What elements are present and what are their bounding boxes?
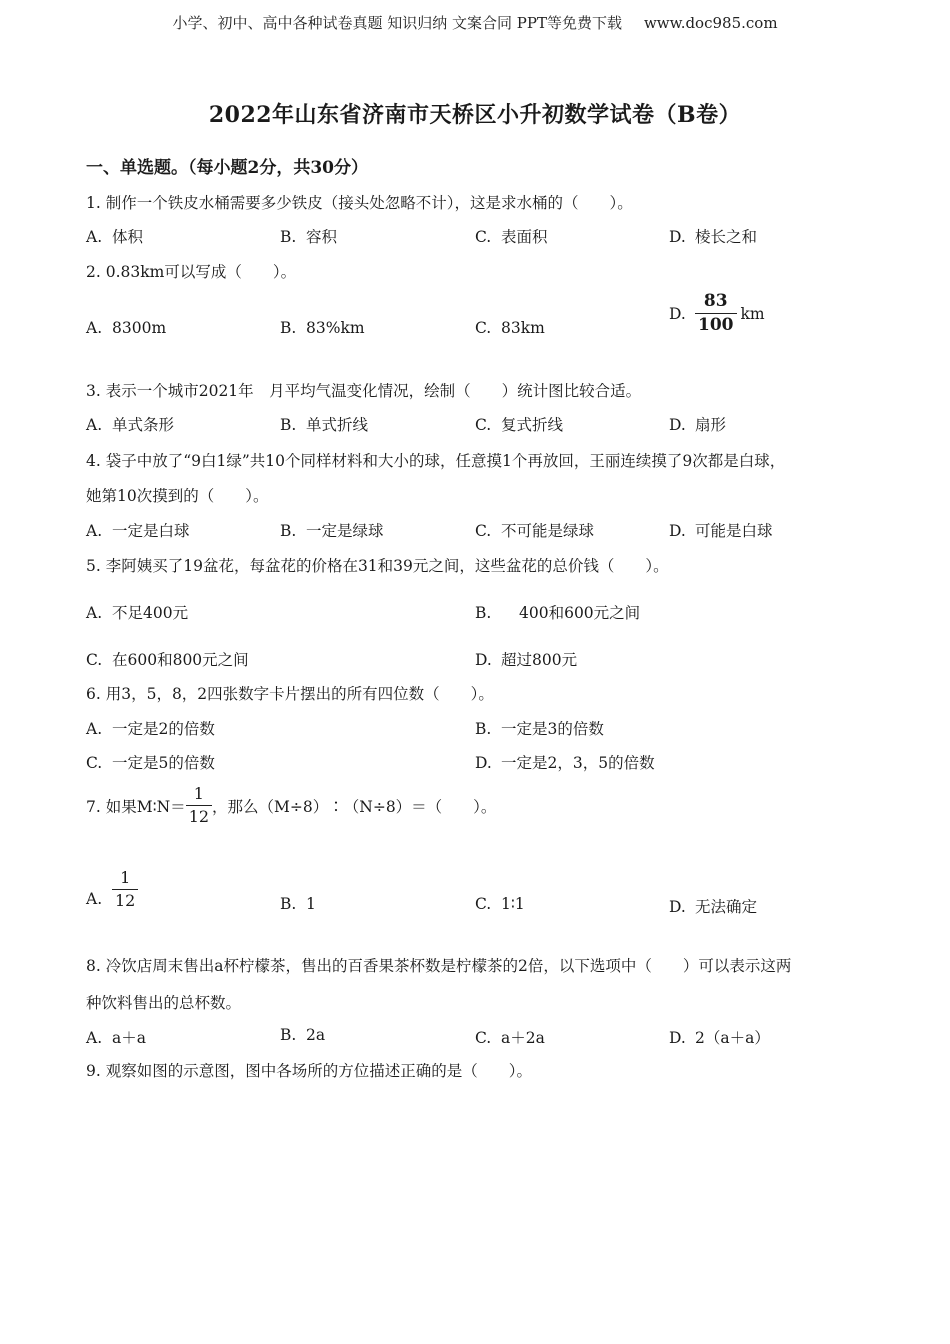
q8-option-a[interactable]: A. a＋a [86,1029,146,1047]
q4-option-a[interactable]: A. 一定是白球 [86,522,190,540]
question-3-text: 3. 表示一个城市2021年 月平均气温变化情况，绘制（ ）统计图比较合适。 [86,382,642,400]
question-5-text: 5. 李阿姨买了19盆花，每盆花的价格在31和39元之间，这些盆花的总价钱（ ）。 [86,557,669,575]
q2-option-d[interactable]: D. $\frac{83}{100}$ km [669,291,765,335]
question-4-text-cont: 她第10次摸到的（ ）。 [86,487,269,505]
q2-option-c[interactable]: C. 83km [475,319,545,337]
fraction-1-12: $\frac{1}{12}$ [186,786,212,825]
q4-option-b[interactable]: B. 一定是绿球 [280,522,384,540]
question-6-text: 6. 用3，5，8，2四张数字卡片摆出的所有四位数（ ）。 [86,685,494,703]
q7-option-a[interactable]: A. $\frac{1}{12}$ [86,870,138,909]
q8-option-d[interactable]: D. 2（a＋a） [669,1029,770,1047]
question-8-text: 8. 冷饮店周末售出a杯柠檬茶，售出的百香果茶杯数是柠檬茶的2倍，以下选项中（ ）可以表示这两 [86,957,792,975]
page-title: 2022年山东省济南市天桥区小升初数学试卷（B卷） [208,102,742,128]
q6-option-a[interactable]: A. 一定是2的倍数 [86,720,215,738]
q1-option-b[interactable]: B. 容积 [280,228,338,246]
q1-option-d[interactable]: D. 棱长之和 [669,228,758,246]
fraction-83-100: $\frac{83}{100}$ [695,293,737,334]
q2-option-a[interactable]: A. 8300m [86,319,167,337]
question-2-text: 2. 0.83km可以写成（ ）。 [86,263,297,281]
q1-option-a[interactable]: A. 体积 [86,228,144,246]
q5-option-d[interactable]: D. 超过800元 [475,651,578,669]
q3-option-c[interactable]: C. 复式折线 [475,416,564,434]
q5-option-c[interactable]: C. 在600和800元之间 [86,651,249,669]
header-left-text: 小学、初中、高中各种试卷真题 知识归纳 文案合同 PPT等免费下载 [172,14,622,32]
q8-option-b[interactable]: B. 2a [280,1026,326,1044]
q4-option-c[interactable]: C. 不可能是绿球 [475,522,595,540]
q4-option-d[interactable]: D. 可能是白球 [669,522,773,540]
q5-option-a[interactable]: A. 不足400元 [86,604,189,622]
question-4-text: 4. 袋子中放了“9白1绿”共10个同样材料和大小的球，任意摸1个再放回，王丽连续摸了9次都是白球， [86,452,786,470]
q7-option-b[interactable]: B. 1 [280,895,316,913]
q8-option-c[interactable]: C. a＋2a [475,1029,545,1047]
q2-option-b[interactable]: B. 83%km [280,319,365,337]
section-heading: 一、单选题。（每小题2分，共30分） [86,158,368,178]
q3-option-a[interactable]: A. 单式条形 [86,416,175,434]
question-1-text: 1. 制作一个铁皮水桶需要多少铁皮（接头处忽略不计），这是求水桶的（ ）。 [86,194,633,212]
question-9-text: 9. 观察如图的示意图，图中各场所的方位描述正确的是（ ）。 [86,1062,532,1080]
q6-option-d[interactable]: D. 一定是2，3，5的倍数 [475,754,655,772]
header-url[interactable]: www.doc985.com [643,14,778,32]
q6-option-b[interactable]: B. 一定是3的倍数 [475,720,604,738]
q7-option-c[interactable]: C. 1∶1 [475,895,525,913]
q6-option-c[interactable]: C. 一定是5的倍数 [86,754,215,772]
q1-option-c[interactable]: C. 表面积 [475,228,548,246]
q5-option-b[interactable]: B. 400和600元之间 [475,604,641,622]
question-7-text: 7. 如果M∶N＝ $\frac{1}{12}$ ，那么（M÷8）∶（N÷8）＝（ ）。 [86,784,497,826]
site-header [0,12,950,33]
q7-option-d[interactable]: D. 无法确定 [669,898,758,916]
q3-option-d[interactable]: D. 扇形 [669,416,727,434]
q3-option-b[interactable]: B. 单式折线 [280,416,369,434]
fraction-1-12-option: $\frac{1}{12}$ [112,870,138,909]
question-8-text-cont: 种饮料售出的总杯数。 [86,994,242,1012]
